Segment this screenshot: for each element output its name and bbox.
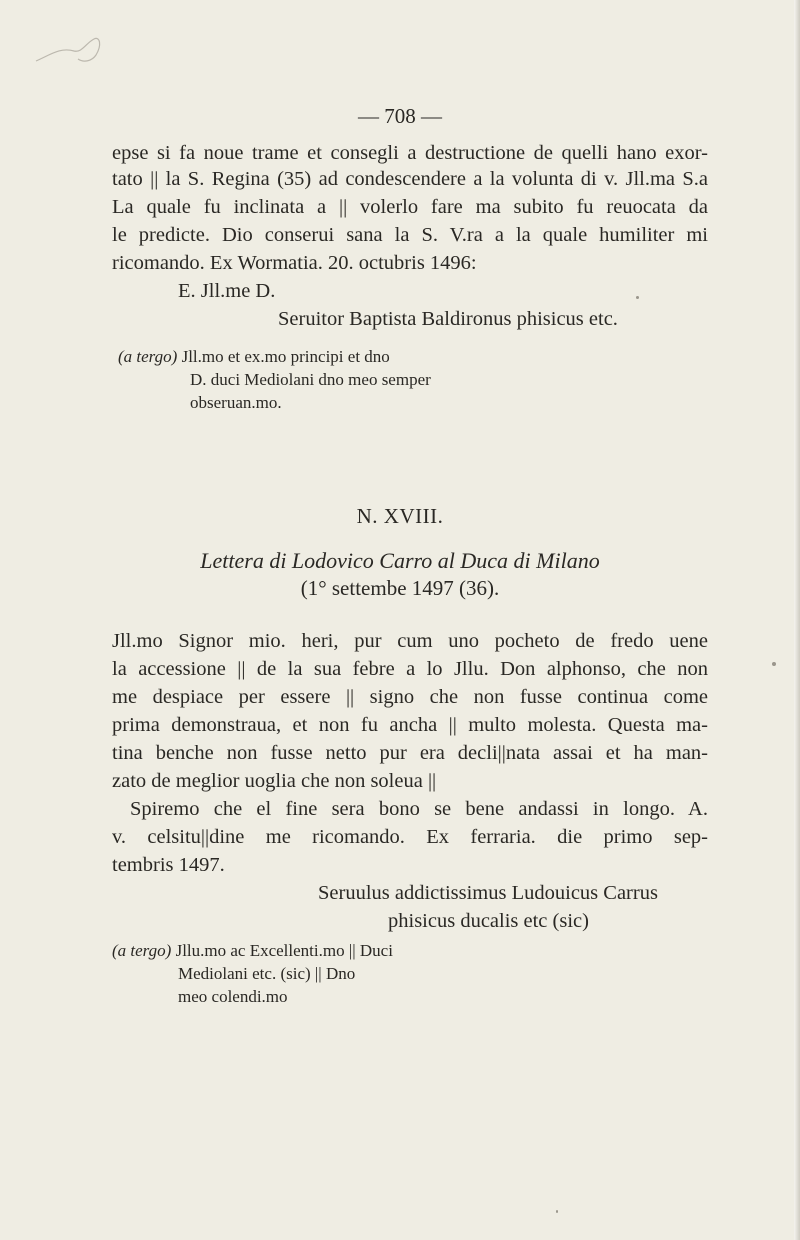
- text-line: v. celsitu||dine me ricomando. Ex ferraria. die primo sep-: [112, 826, 708, 848]
- document-title: Lettera di Lodovico Carro al Duca di Milano: [200, 548, 600, 573]
- tergo-text: Jll.mo et ex.mo principi et dno: [181, 347, 390, 366]
- text-line: le predicte. Dio conserui sana la S. V.ra a la quale humiliter mi: [112, 224, 708, 246]
- signature: phisicus ducalis etc (sic): [388, 910, 589, 932]
- tergo-label: (a tergo): [112, 941, 172, 960]
- text-line: me despiace per essere || signo che non fusse continua come: [112, 686, 708, 708]
- tergo-line: [118, 346, 390, 368]
- tergo-label: (a tergo): [118, 347, 178, 366]
- text-line: tato || la S. Regina (35) ad condescendere a la volunta di v. Jll.ma S.a: [112, 168, 708, 190]
- text-line: Jll.mo Signor mio. heri, pur cum uno pocheto de fredo uene: [112, 630, 708, 652]
- text-line: Spiremo che el fine sera bono se bene andassi in longo. A.: [130, 798, 708, 820]
- text-line: la accessione || de la sua febre a lo Jllu. Don alphonso, che non: [112, 658, 708, 680]
- text-line: La quale fu inclinata a || volerlo fare ma subito fu reuocata da: [112, 196, 708, 218]
- tergo-line: obseruan.mo.: [190, 393, 282, 412]
- page-edge-shadow: [794, 0, 800, 1240]
- document-number: N. XVIII.: [356, 504, 444, 528]
- paper-speck: [556, 1210, 558, 1213]
- paper-speck: [636, 296, 639, 299]
- tergo-line: D. duci Mediolani dno meo semper: [190, 370, 431, 389]
- text-line: epse si fa noue trame et consegli a destructione de quelli hano exor-: [112, 142, 708, 164]
- text-line: zato de meglior uoglia che non soleua ||: [112, 770, 437, 792]
- document-date: (1° settembe 1497 (36).: [300, 576, 500, 600]
- signature: Seruulus addictissimus Ludouicus Carrus: [318, 882, 658, 904]
- tergo-text: Jllu.mo ac Excellenti.mo || Duci: [175, 941, 393, 960]
- signature: Seruitor Baptista Baldironus phisicus etc.: [278, 308, 618, 330]
- page-number: — 708 —: [358, 104, 442, 128]
- salutation: E. Jll.me D.: [178, 280, 276, 302]
- text-line: prima demonstraua, et non fu ancha || multo molesta. Questa ma-: [112, 714, 708, 736]
- tergo-line: meo colendi.mo: [178, 987, 288, 1006]
- paper-speck: [772, 662, 776, 666]
- pencil-mark: [30, 25, 110, 70]
- tergo-line: [112, 940, 393, 962]
- text-line: ricomando. Ex Wormatia. 20. octubris 1496:: [112, 252, 477, 274]
- tergo-line: Mediolani etc. (sic) || Dno: [178, 964, 356, 983]
- text-line: tembris 1497.: [112, 854, 225, 876]
- text-line: tina benche non fusse netto pur era decli||nata assai et ha man-: [112, 742, 708, 764]
